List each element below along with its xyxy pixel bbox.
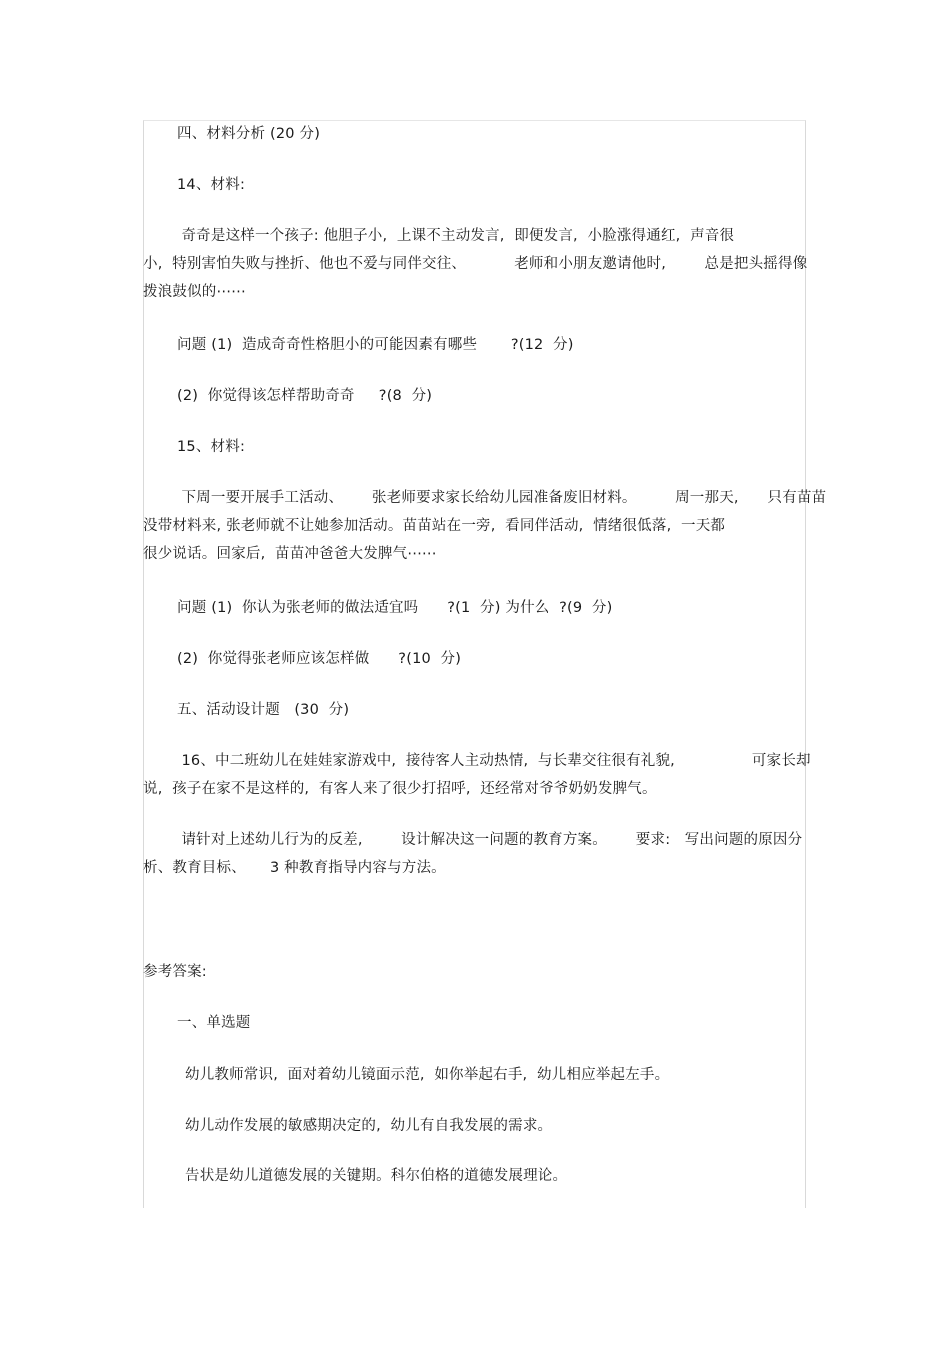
q15-question-1: 问题 (1) 你认为张老师的做法适宜吗 ?(1 分) 为什么 ?(9 分) <box>177 600 613 616</box>
q16-requirements <box>143 826 803 882</box>
q15-line-1: 下周一要开展手工活动、 张老师要求家长给幼儿园准备废旧材料。 周一那天, 只有苗苗 <box>143 490 827 506</box>
q14-line-3: 拨浪鼓似的⋯⋯ <box>143 284 246 300</box>
q15-line-2: 没带材料来, 张老师就不让她参加活动。苗苗站在一旁, 看同伴活动, 情绪很低落, 一天都 <box>143 518 726 534</box>
req-line-1: 请针对上述幼儿行为的反差, 设计解决这一问题的教育方案。 要求: 写出问题的原因分 <box>143 832 803 848</box>
q15-line-3: 很少说话。回家后, 苗苗冲爸爸大发脾气⋯⋯ <box>143 546 437 562</box>
answers-section-1: 一、单选题 <box>177 1015 251 1031</box>
section-4-heading: 四、材料分析 (20 分) <box>177 126 321 142</box>
q14-line-2: 小, 特别害怕失败与挫折、他也不爱与同伴交往、 老师和小朋友邀请他时, 总是把头摇得像 <box>143 256 808 272</box>
answer-item-1: 幼儿教师常识, 面对着幼儿镜面示范, 如你举起右手, 幼儿相应举起左手。 <box>185 1067 670 1083</box>
section-5-heading: 五、活动设计题 (30 分) <box>177 702 350 718</box>
q16-line-2: 说, 孩子在家不是这样的, 有客人来了很少打招呼, 还经常对爷爷奶奶发脾气。 <box>143 781 657 797</box>
q14-label: 14、材料: <box>177 177 246 193</box>
q14-material <box>143 222 808 306</box>
answer-item-2: 幼儿动作发展的敏感期决定的, 幼儿有自我发展的需求。 <box>185 1118 553 1134</box>
q15-label: 15、材料: <box>177 439 246 455</box>
q14-line-1: 奇奇是这样一个孩子: 他胆子小, 上课不主动发言, 即便发言, 小脸涨得通红, 声音很 <box>143 228 735 244</box>
q15-question-2: (2) 你觉得张老师应该怎样做 ?(10 分) <box>177 651 462 667</box>
q14-question-1: 问题 (1) 造成奇奇性格胆小的可能因素有哪些 ?(12 分) <box>177 337 574 353</box>
q16-text <box>143 747 811 803</box>
q15-material <box>143 484 827 568</box>
req-line-2: 析、教育目标、 3 种教育指导内容与方法。 <box>143 860 446 876</box>
answers-heading: 参考答案: <box>143 964 207 980</box>
q14-question-2: (2) 你觉得该怎样帮助奇奇 ?(8 分) <box>177 388 433 404</box>
q16-line-1: 16、中二班幼儿在娃娃家游戏中, 接待客人主动热情, 与长辈交往很有礼貌, 可家长却 <box>143 753 811 769</box>
answer-item-3: 告状是幼儿道德发展的关键期。科尔伯格的道德发展理论。 <box>185 1168 568 1184</box>
